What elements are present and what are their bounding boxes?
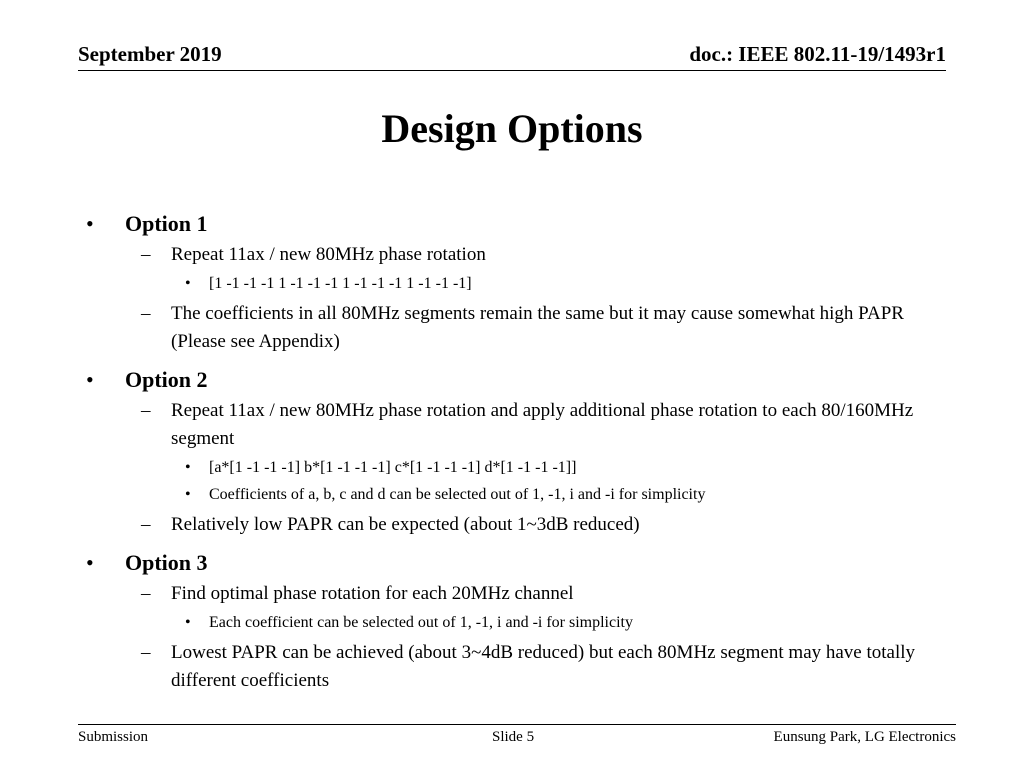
option-2-bullet	[80, 366, 960, 393]
option-3-bullet	[80, 549, 960, 576]
slide-title: Design Options	[381, 106, 643, 151]
dash-icon: –	[141, 642, 151, 663]
dash-icon: –	[141, 583, 151, 604]
bullet-icon: •	[185, 459, 191, 476]
option-2-sub-2	[80, 511, 960, 539]
option-2-coefficients: [a*[1 -1 -1 -1] b*[1 -1 -1 -1] c*[1 -1 -1 -1] d*[1 -1 -1 -1]]	[209, 459, 577, 476]
option-2-sub-1	[80, 397, 960, 453]
slide-footer	[78, 724, 956, 749]
slide-body	[80, 200, 960, 695]
footer-submission: Submission	[78, 729, 149, 745]
bullet-icon: •	[86, 550, 94, 575]
option-3-sub-1-detail	[80, 611, 960, 635]
dash-icon: –	[141, 244, 151, 265]
option-3-sub-2-text: Lowest PAPR can be achieved (about 3~4dB reduced) but each 80MHz segment may have totally different coefficients	[171, 642, 916, 691]
dash-icon: –	[141, 514, 151, 535]
option-2-sub-1-detail-b	[80, 483, 960, 507]
footer-author: Eunsung Park, LG Electronics	[773, 729, 956, 745]
header-date: September 2019	[78, 42, 222, 66]
option-1-sub-1-detail	[80, 272, 960, 296]
option-2-sub-1-detail-a	[80, 456, 960, 480]
option-1-coefficients: [1 -1 -1 -1 1 -1 -1 -1 1 -1 -1 -1 1 -1 -1 -1]	[209, 275, 472, 292]
footer-slide-number: Slide 5	[492, 729, 535, 745]
option-2-label: Option 2	[125, 367, 208, 392]
option-2-coefficient-note: Coefficients of a, b, c and d can be selected out of 1, -1, i and -i for simplicity	[209, 486, 706, 503]
option-1-bullet	[80, 210, 960, 237]
option-2-sub-2-text: Relatively low PAPR can be expected (about 1~3dB reduced)	[171, 514, 640, 535]
option-1-sub-1	[80, 241, 960, 269]
bullet-icon: •	[185, 486, 191, 503]
option-1-sub-1-text: Repeat 11ax / new 80MHz phase rotation	[171, 244, 486, 265]
option-1-sub-2-text: The coefficients in all 80MHz segments remain the same but it may cause somewhat high PAPR (Please see Appendix)	[171, 303, 904, 352]
option-3-sub-1	[80, 580, 960, 608]
dash-icon: –	[141, 303, 151, 324]
bullet-icon: •	[86, 367, 94, 392]
option-3-label: Option 3	[125, 550, 208, 575]
option-1-sub-2	[80, 300, 960, 356]
dash-icon: –	[141, 400, 151, 421]
option-3-sub-1-text: Find optimal phase rotation for each 20MHz channel	[171, 583, 574, 604]
option-2-sub-1-text: Repeat 11ax / new 80MHz phase rotation and apply additional phase rotation to each 80/160MHz segment	[171, 400, 914, 449]
option-3-sub-2	[80, 639, 960, 695]
option-3-coefficient-note: Each coefficient can be selected out of 1, -1, i and -i for simplicity	[209, 614, 633, 631]
bullet-icon: •	[86, 211, 94, 236]
bullet-icon: •	[185, 275, 191, 292]
slide-header	[78, 42, 946, 71]
option-1-label: Option 1	[125, 211, 208, 236]
header-doc-id: doc.: IEEE 802.11-19/1493r1	[689, 42, 946, 66]
bullet-icon: •	[185, 614, 191, 631]
